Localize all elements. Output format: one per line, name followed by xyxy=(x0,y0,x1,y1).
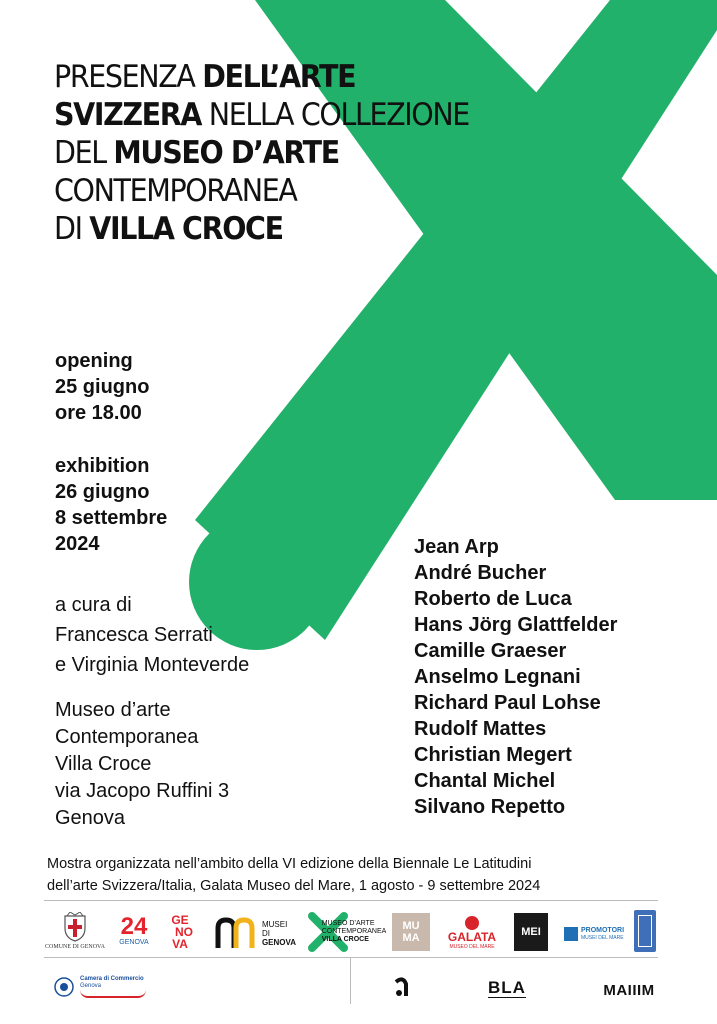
opening-info: opening 25 giugno ore 18.00 xyxy=(55,350,150,424)
exhibition-title: PRESENZA DELL’ARTE SVIZZERA NELLA COLLEZIONE DEL MUSEO D’ARTE CONTEMPORANEA DI VILLA CROCE xyxy=(54,59,469,247)
artist-name: Jean Arp xyxy=(414,536,499,558)
promotori-musei-mare-logo: PROMOTORI MUSEI DEL MARE xyxy=(562,920,626,948)
emblem-stripe-icon xyxy=(638,915,652,947)
camera-commercio-logo: Camera di Commercio Genova xyxy=(50,972,150,1002)
galata-red-badge xyxy=(465,916,479,930)
red-swoosh-icon xyxy=(80,990,146,998)
exhibition-dates: exhibition 26 giugno 8 settembre 2024 xyxy=(55,455,168,555)
artist-name: André Bucher xyxy=(414,562,547,584)
camera-commercio-emblem-icon xyxy=(54,977,74,997)
arte-logo xyxy=(388,974,418,1000)
musei-di-genova-logo: MUSEI DI GENOVA xyxy=(212,914,298,952)
genova-logo: GE NO VA xyxy=(171,913,193,951)
artist-name: Camille Graeser xyxy=(414,640,567,662)
galata-logo: GALATA MUSEO DEL MARE xyxy=(442,912,502,954)
maiiim-logo: MAIIIM xyxy=(603,981,655,999)
promotori-wave-icon xyxy=(564,927,578,941)
coat-of-arms-icon xyxy=(62,912,88,942)
mei-logo: MEI xyxy=(514,913,548,951)
artist-name: Chantal Michel xyxy=(414,770,556,792)
artist-name: Roberto de Luca xyxy=(414,588,572,610)
divider-vertical xyxy=(350,958,351,1004)
divider-top xyxy=(44,900,658,901)
artist-name: Hans Jörg Glattfelder xyxy=(414,614,618,636)
curators: a cura di Francesca Serrati e Virginia Monteverde xyxy=(55,594,250,676)
artist-name: Richard Paul Lohse xyxy=(414,692,601,714)
comune-genova-logo: COMUNE DI GENOVA xyxy=(44,910,106,952)
musei-m-icon xyxy=(214,916,258,950)
villa-croce-logo: MUSEO D’ARTE CONTEMPORANEA VILLA CROCE xyxy=(308,910,386,954)
arte-mark-icon xyxy=(392,976,414,998)
artist-name: Anselmo Legnani xyxy=(414,666,581,688)
bla-logo: BLA xyxy=(488,977,526,997)
artist-name: Christian Megert xyxy=(414,744,572,766)
genova-24-logo: 24 GENOVA xyxy=(119,913,149,946)
artist-name: Rudolf Mattes xyxy=(414,718,547,740)
venue-address: Museo d’arte Contemporanea Villa Croce via Jacopo Ruffini 3 Genova xyxy=(55,699,230,829)
blue-emblem-logo xyxy=(634,910,656,952)
divider-bottom xyxy=(44,957,658,958)
artist-name: Silvano Repetto xyxy=(414,796,566,818)
biennale-note: Mostra organizzata nell’ambito della VI edizione della Biennale Le Latitudini dell’arte Svizzera/Italia, Galata Museo del Mare, 1 agosto - 9 settembre 2024 xyxy=(47,856,541,894)
artist-list xyxy=(414,534,617,820)
muma-logo: MUMA xyxy=(392,913,430,951)
